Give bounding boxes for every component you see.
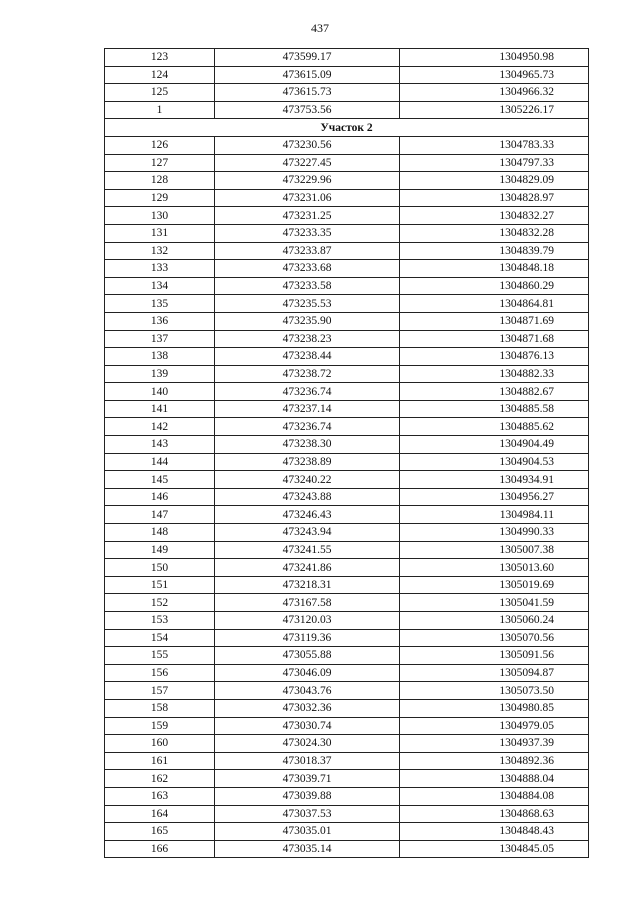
x-coordinate-cell: 473119.36 bbox=[215, 629, 400, 647]
y-coordinate-cell: 1305013.60 bbox=[400, 559, 589, 577]
table-row bbox=[105, 418, 589, 436]
point-number-cell: 141 bbox=[105, 400, 215, 418]
y-coordinate-cell: 1305091.56 bbox=[400, 647, 589, 665]
y-coordinate-cell: 1304885.62 bbox=[400, 418, 589, 436]
section-title: Участок 2 bbox=[105, 119, 589, 137]
y-coordinate-cell: 1304937.39 bbox=[400, 735, 589, 753]
x-coordinate-cell: 473237.14 bbox=[215, 400, 400, 418]
point-number-cell: 125 bbox=[105, 84, 215, 102]
x-coordinate-cell: 473238.72 bbox=[215, 365, 400, 383]
point-number-cell: 126 bbox=[105, 136, 215, 154]
y-coordinate-cell: 1304980.85 bbox=[400, 699, 589, 717]
y-coordinate-cell: 1304832.27 bbox=[400, 207, 589, 225]
y-coordinate-cell: 1304876.13 bbox=[400, 348, 589, 366]
point-number-cell: 131 bbox=[105, 224, 215, 242]
point-number-cell: 164 bbox=[105, 805, 215, 823]
y-coordinate-cell: 1304956.27 bbox=[400, 488, 589, 506]
y-coordinate-cell: 1304884.08 bbox=[400, 787, 589, 805]
y-coordinate-cell: 1305007.38 bbox=[400, 541, 589, 559]
table-row bbox=[105, 682, 589, 700]
table-row bbox=[105, 49, 589, 67]
x-coordinate-cell: 473167.58 bbox=[215, 594, 400, 612]
point-number-cell: 138 bbox=[105, 348, 215, 366]
x-coordinate-cell: 473238.30 bbox=[215, 436, 400, 454]
table-row bbox=[105, 770, 589, 788]
point-number-cell: 139 bbox=[105, 365, 215, 383]
table-row bbox=[105, 66, 589, 84]
point-number-cell: 134 bbox=[105, 277, 215, 295]
point-number-cell: 156 bbox=[105, 664, 215, 682]
x-coordinate-cell: 473238.89 bbox=[215, 453, 400, 471]
point-number-cell: 124 bbox=[105, 66, 215, 84]
x-coordinate-cell: 473055.88 bbox=[215, 647, 400, 665]
point-number-cell: 143 bbox=[105, 436, 215, 454]
x-coordinate-cell: 473043.76 bbox=[215, 682, 400, 700]
point-number-cell: 149 bbox=[105, 541, 215, 559]
x-coordinate-cell: 473615.73 bbox=[215, 84, 400, 102]
point-number-cell: 148 bbox=[105, 524, 215, 542]
table-row bbox=[105, 664, 589, 682]
y-coordinate-cell: 1305019.69 bbox=[400, 576, 589, 594]
y-coordinate-cell: 1304871.69 bbox=[400, 312, 589, 330]
point-number-cell: 127 bbox=[105, 154, 215, 172]
y-coordinate-cell: 1305094.87 bbox=[400, 664, 589, 682]
y-coordinate-cell: 1304965.73 bbox=[400, 66, 589, 84]
y-coordinate-cell: 1304839.79 bbox=[400, 242, 589, 260]
x-coordinate-cell: 473231.25 bbox=[215, 207, 400, 225]
point-number-cell: 133 bbox=[105, 260, 215, 278]
table-row bbox=[105, 242, 589, 260]
y-coordinate-cell: 1305073.50 bbox=[400, 682, 589, 700]
point-number-cell: 154 bbox=[105, 629, 215, 647]
table-row bbox=[105, 348, 589, 366]
table-row bbox=[105, 471, 589, 489]
x-coordinate-cell: 473246.43 bbox=[215, 506, 400, 524]
y-coordinate-cell: 1304934.91 bbox=[400, 471, 589, 489]
point-number-cell: 150 bbox=[105, 559, 215, 577]
table-row bbox=[105, 330, 589, 348]
y-coordinate-cell: 1304904.49 bbox=[400, 436, 589, 454]
y-coordinate-cell: 1304990.33 bbox=[400, 524, 589, 542]
y-coordinate-cell: 1304797.33 bbox=[400, 154, 589, 172]
y-coordinate-cell: 1304860.29 bbox=[400, 277, 589, 295]
y-coordinate-cell: 1304832.28 bbox=[400, 224, 589, 242]
table-row bbox=[105, 612, 589, 630]
table-row bbox=[105, 717, 589, 735]
y-coordinate-cell: 1305226.17 bbox=[400, 101, 589, 119]
y-coordinate-cell: 1304848.18 bbox=[400, 260, 589, 278]
point-number-cell: 129 bbox=[105, 189, 215, 207]
y-coordinate-cell: 1305041.59 bbox=[400, 594, 589, 612]
table-row bbox=[105, 189, 589, 207]
section-header-row bbox=[105, 119, 589, 137]
x-coordinate-cell: 473753.56 bbox=[215, 101, 400, 119]
table-row bbox=[105, 559, 589, 577]
point-number-cell: 151 bbox=[105, 576, 215, 594]
x-coordinate-cell: 473233.35 bbox=[215, 224, 400, 242]
x-coordinate-cell: 473227.45 bbox=[215, 154, 400, 172]
table-row bbox=[105, 172, 589, 190]
x-coordinate-cell: 473231.06 bbox=[215, 189, 400, 207]
point-number-cell: 146 bbox=[105, 488, 215, 506]
point-number-cell: 153 bbox=[105, 612, 215, 630]
x-coordinate-cell: 473243.88 bbox=[215, 488, 400, 506]
x-coordinate-cell: 473035.14 bbox=[215, 840, 400, 858]
x-coordinate-cell: 473236.74 bbox=[215, 418, 400, 436]
table-row bbox=[105, 453, 589, 471]
point-number-cell: 160 bbox=[105, 735, 215, 753]
table-row bbox=[105, 576, 589, 594]
coordinates-table-body bbox=[105, 49, 589, 858]
x-coordinate-cell: 473233.68 bbox=[215, 260, 400, 278]
x-coordinate-cell: 473120.03 bbox=[215, 612, 400, 630]
y-coordinate-cell: 1304979.05 bbox=[400, 717, 589, 735]
y-coordinate-cell: 1305060.24 bbox=[400, 612, 589, 630]
y-coordinate-cell: 1304888.04 bbox=[400, 770, 589, 788]
table-row bbox=[105, 277, 589, 295]
table-row bbox=[105, 154, 589, 172]
point-number-cell: 158 bbox=[105, 699, 215, 717]
table-row bbox=[105, 312, 589, 330]
x-coordinate-cell: 473030.74 bbox=[215, 717, 400, 735]
point-number-cell: 159 bbox=[105, 717, 215, 735]
point-number-cell: 152 bbox=[105, 594, 215, 612]
y-coordinate-cell: 1304868.63 bbox=[400, 805, 589, 823]
x-coordinate-cell: 473230.56 bbox=[215, 136, 400, 154]
page-number: 437 bbox=[311, 21, 329, 35]
table-row bbox=[105, 629, 589, 647]
point-number-cell: 165 bbox=[105, 823, 215, 841]
point-number-cell: 1 bbox=[105, 101, 215, 119]
table-row bbox=[105, 365, 589, 383]
y-coordinate-cell: 1304966.32 bbox=[400, 84, 589, 102]
y-coordinate-cell: 1304885.58 bbox=[400, 400, 589, 418]
y-coordinate-cell: 1304950.98 bbox=[400, 49, 589, 67]
table-row bbox=[105, 506, 589, 524]
point-number-cell: 147 bbox=[105, 506, 215, 524]
y-coordinate-cell: 1304848.43 bbox=[400, 823, 589, 841]
table-row bbox=[105, 224, 589, 242]
table-row bbox=[105, 488, 589, 506]
table-row bbox=[105, 594, 589, 612]
table-row bbox=[105, 436, 589, 454]
x-coordinate-cell: 473241.55 bbox=[215, 541, 400, 559]
y-coordinate-cell: 1304864.81 bbox=[400, 295, 589, 313]
table-row bbox=[105, 101, 589, 119]
point-number-cell: 140 bbox=[105, 383, 215, 401]
x-coordinate-cell: 473238.44 bbox=[215, 348, 400, 366]
table-row bbox=[105, 207, 589, 225]
table-row bbox=[105, 400, 589, 418]
point-number-cell: 145 bbox=[105, 471, 215, 489]
y-coordinate-cell: 1304892.36 bbox=[400, 752, 589, 770]
x-coordinate-cell: 473235.53 bbox=[215, 295, 400, 313]
point-number-cell: 136 bbox=[105, 312, 215, 330]
x-coordinate-cell: 473024.30 bbox=[215, 735, 400, 753]
table-row bbox=[105, 699, 589, 717]
table-row bbox=[105, 647, 589, 665]
y-coordinate-cell: 1304904.53 bbox=[400, 453, 589, 471]
x-coordinate-cell: 473018.37 bbox=[215, 752, 400, 770]
point-number-cell: 142 bbox=[105, 418, 215, 436]
table-row bbox=[105, 383, 589, 401]
point-number-cell: 155 bbox=[105, 647, 215, 665]
x-coordinate-cell: 473599.17 bbox=[215, 49, 400, 67]
y-coordinate-cell: 1304845.05 bbox=[400, 840, 589, 858]
point-number-cell: 157 bbox=[105, 682, 215, 700]
table-row bbox=[105, 752, 589, 770]
y-coordinate-cell: 1304984.11 bbox=[400, 506, 589, 524]
table-row bbox=[105, 541, 589, 559]
y-coordinate-cell: 1304871.68 bbox=[400, 330, 589, 348]
x-coordinate-cell: 473238.23 bbox=[215, 330, 400, 348]
point-number-cell: 130 bbox=[105, 207, 215, 225]
table-row bbox=[105, 524, 589, 542]
y-coordinate-cell: 1304828.97 bbox=[400, 189, 589, 207]
x-coordinate-cell: 473229.96 bbox=[215, 172, 400, 190]
point-number-cell: 162 bbox=[105, 770, 215, 788]
y-coordinate-cell: 1304783.33 bbox=[400, 136, 589, 154]
x-coordinate-cell: 473243.94 bbox=[215, 524, 400, 542]
y-coordinate-cell: 1304882.67 bbox=[400, 383, 589, 401]
x-coordinate-cell: 473235.90 bbox=[215, 312, 400, 330]
x-coordinate-cell: 473037.53 bbox=[215, 805, 400, 823]
table-row bbox=[105, 84, 589, 102]
x-coordinate-cell: 473233.87 bbox=[215, 242, 400, 260]
table-row bbox=[105, 295, 589, 313]
x-coordinate-cell: 473032.36 bbox=[215, 699, 400, 717]
x-coordinate-cell: 473615.09 bbox=[215, 66, 400, 84]
point-number-cell: 161 bbox=[105, 752, 215, 770]
x-coordinate-cell: 473233.58 bbox=[215, 277, 400, 295]
table-row bbox=[105, 136, 589, 154]
coordinates-table bbox=[104, 48, 589, 858]
point-number-cell: 163 bbox=[105, 787, 215, 805]
point-number-cell: 135 bbox=[105, 295, 215, 313]
x-coordinate-cell: 473240.22 bbox=[215, 471, 400, 489]
y-coordinate-cell: 1305070.56 bbox=[400, 629, 589, 647]
x-coordinate-cell: 473046.09 bbox=[215, 664, 400, 682]
table-row bbox=[105, 823, 589, 841]
x-coordinate-cell: 473035.01 bbox=[215, 823, 400, 841]
y-coordinate-cell: 1304829.09 bbox=[400, 172, 589, 190]
point-number-cell: 132 bbox=[105, 242, 215, 260]
table-row bbox=[105, 735, 589, 753]
x-coordinate-cell: 473241.86 bbox=[215, 559, 400, 577]
point-number-cell: 166 bbox=[105, 840, 215, 858]
point-number-cell: 128 bbox=[105, 172, 215, 190]
table-row bbox=[105, 805, 589, 823]
point-number-cell: 144 bbox=[105, 453, 215, 471]
point-number-cell: 137 bbox=[105, 330, 215, 348]
table-row bbox=[105, 840, 589, 858]
x-coordinate-cell: 473236.74 bbox=[215, 383, 400, 401]
x-coordinate-cell: 473039.71 bbox=[215, 770, 400, 788]
table-row bbox=[105, 260, 589, 278]
point-number-cell: 123 bbox=[105, 49, 215, 67]
x-coordinate-cell: 473039.88 bbox=[215, 787, 400, 805]
x-coordinate-cell: 473218.31 bbox=[215, 576, 400, 594]
table-row bbox=[105, 787, 589, 805]
y-coordinate-cell: 1304882.33 bbox=[400, 365, 589, 383]
